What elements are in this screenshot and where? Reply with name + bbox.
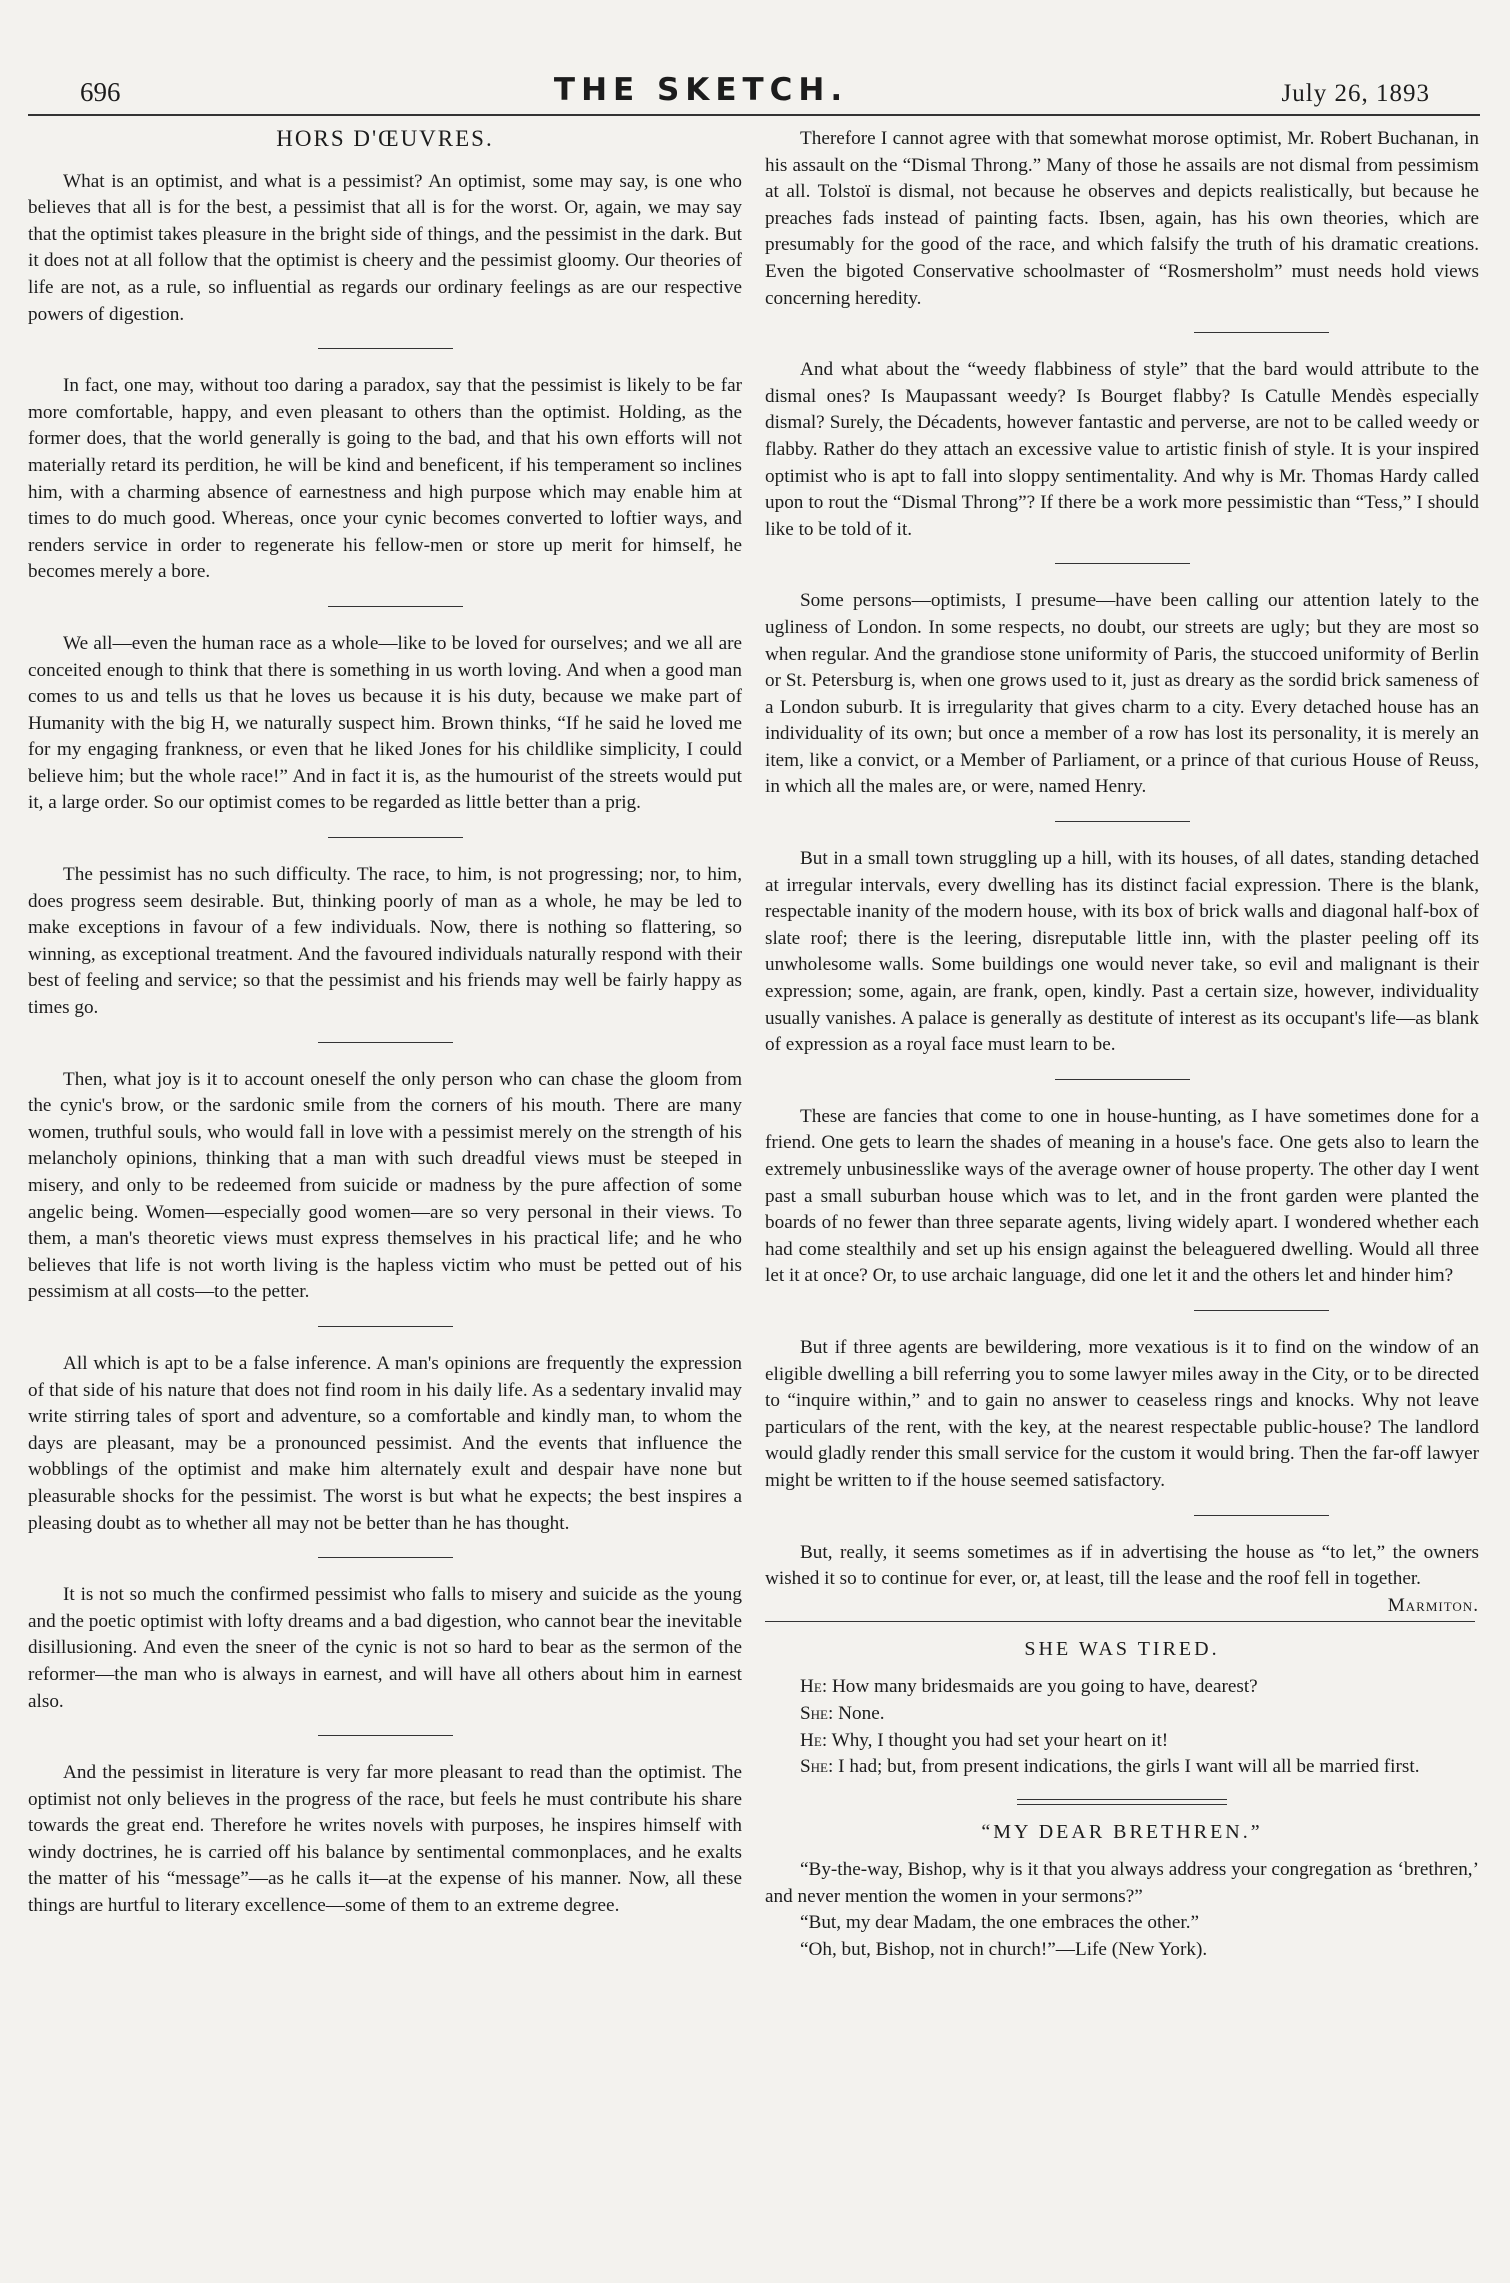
she-was-tired-heading: SHE WAS TIRED. xyxy=(1024,1637,1220,1660)
paragraph: The pessimist has no such difficulty. The race, to him, is not progressing; nor, to him, does progress seem desirable. But, thinking poorly of man as a whole, he may be led to make exceptions in favour of a few individuals. Now, there is nothing so flattering, so winning, as exceptional treatment. And the favoured individuals naturally respond with their best of feeling and service; so that the pessimist and his friends may well be fairly happy as times go. xyxy=(28,864,742,1019)
paragraph xyxy=(765,1540,1479,1616)
separator xyxy=(1194,1515,1329,1516)
my-dear-brethren-heading: “MY DEAR BRETHREN.” xyxy=(981,1820,1263,1843)
paragraph: Some persons—optimists, I presume—have been calling our attention lately to the ugliness of London. In some respects, no doubt, our streets are ugly; but they are most so when regular. And the grandiose stone uniformity of Paris, the stuccoed uniformity of Berlin or St. Petersburg is, when one grows used to it, just as dreary as the sordid brick sameness of a London suburb. It is irregularity that gives charm to a city. Every detached house has an individuality of its own; but once a member of a row has lost its personality, it is merely an item, like a convict, or a Member of Parliament, or a prince of that curious House of Reuss, in which all the males are, or were, named Henry. xyxy=(765,590,1479,798)
paragraph: But in a small town struggling up a hill, with its houses, of all dates, standing detached at irregular intervals, every dwelling has its distinct facial expression. There is the blank, respectable inanity of the modern house, with its box of brick walls and diagonal half-box of slate roof; there is the leering, disreputable little inn, with the plaster peeling off its unwholesome walls. Some buildings one would never take, so evil and malignant is their expression; some, again, are frank, open, kindly. Past a certain size, however, individuality usually vanishes. A palace is generally as destitute of interest as its occupant's life—as blank of expression as a royal face must learn to be. xyxy=(765,848,1479,1056)
dialogue-line: He: Why, I thought you had set your heart on it! xyxy=(800,1729,1169,1751)
separator xyxy=(1055,563,1190,564)
double-rule xyxy=(1017,1799,1227,1805)
paragraph: And the pessimist in literature is very far more pleasant to read than the optimist. The optimist not only believes in the progress of the race, but feels he must contribute his share towards the great end. Therefore he writes novels with purposes, he inspires himself with windy doctrines, he is carried off his balance by sentimental commonplaces, and he exalts the matter of his “message”—as he calls it—at the expense of his manner. Now, all these things are hurtful to literary excellence—some of them to an extreme degree. xyxy=(28,1762,742,1917)
separator xyxy=(1194,332,1329,333)
separator xyxy=(318,1042,453,1043)
paragraph: What is an optimist, and what is a pessimist? An optimist, some may say, is one who believes that all is for the best, a pessimist that all is for the worst. Or, again, we may say that the optimist takes pleasure in the bright side of things, and the pessimist in the dark. But it does not at all follow that the optimist is cheery and the pessimist gloomy. Our theories of life are not, as a rule, so influential as regards our ordinary feelings as are our respective powers of digestion. xyxy=(28,170,742,325)
paragraph: All which is apt to be a false inference. A man's opinions are frequently the expression of that side of his nature that does not find room in his daily life. As a sedentary invalid may write stirring tales of sport and adventure, so a comfortable and kindly man, to whom the days are pleasant, may be a pronounced pessimist. And the events that influence the wobblings of the optimist and make him alternately exult and despair have none but pleasurable shocks for the pessimist. The worst is but what he expects; the best inspires a pleasing doubt as to whether all may not be better than he has thought. xyxy=(28,1352,742,1534)
dialogue-line: She: I had; but, from present indications, the girls I want will all be married first. xyxy=(800,1756,1420,1778)
speaker: She xyxy=(800,1702,829,1724)
separator xyxy=(318,348,453,349)
brethren-line: “Oh, but, Bishop, not in church!”—Life (New York). xyxy=(800,1939,1208,1961)
right-column xyxy=(765,126,1479,2256)
page-number: 696 xyxy=(80,77,121,107)
dialogue-text: I had; but, from present indications, the girls I want will all be married first. xyxy=(838,1756,1420,1778)
masthead-rule xyxy=(28,114,1480,116)
paragraph: Therefore I cannot agree with that somewhat morose optimist, Mr. Robert Buchanan, in his assault on the “Dismal Throng.” Many of those he assails are not dismal from pessimism at all. Tolstoï is dismal, not because he observes and depicts realistically, but because he preaches fads instead of painting facts. Ibsen, again, has his own theories, which are presumably for the good of the race, and which falsify the truth of his dramatic creations. Even the bigoted Conservative schoolmaster of “Rosmersholm” must needs hold views concerning heredity. xyxy=(765,128,1479,309)
brethren-line: “But, my dear Madam, the one embraces the other.” xyxy=(800,1912,1200,1934)
paper-title: THE SKETCH. xyxy=(553,72,849,108)
paragraph: Then, what joy is it to account oneself the only person who can chase the gloom from the cynic's brow, or the sardonic smile from the corners of his mouth. There are many women, truthful souls, who would fall in love with a pessimist merely on the strength of his melancholy opinions, thinking that a man with such dreadful views must be steeped in misery, and only to be redeemed from suicide or madness by the pure affection of some angelic being. Women—especially good women—are so very personal in their views. To them, a man's theoretic views must express themselves in his practical life; and he who believes that life is not worth living is the hapless victim who must be petted out of his pessimism at all costs—to the petter. xyxy=(28,1068,742,1303)
paragraph: It is not so much the confirmed pessimist who falls to misery and suicide as the young and the poetic optimist with lofty dreams and a bad digestion, who cannot bear the inevitable disillusioning. And even the sneer of the cynic is not so hard to bear as the sermon of the reformer—the man who is always in earnest, and will have all others about him in earnest also. xyxy=(28,1584,742,1712)
separator xyxy=(318,1735,453,1736)
dialogue-text: Why, I thought you had set your heart on it! xyxy=(831,1729,1169,1751)
section-rule xyxy=(765,1621,1475,1622)
dialogue-text: None. xyxy=(838,1702,885,1724)
separator xyxy=(318,1557,453,1558)
masthead xyxy=(80,58,1430,108)
separator xyxy=(328,837,463,838)
separator xyxy=(1055,821,1190,822)
closing-paragraph-text: But, really, it seems sometimes as if in advertising the house as “to let,” the owners wished it so to continue for ever, or, at least, till the lease and the roof fell in together. xyxy=(765,1541,1479,1590)
she-was-tired-dialogue xyxy=(765,1674,1479,1780)
paragraph: These are fancies that come to one in house-hunting, as I have sometimes done for a friend. One gets to learn the shades of meaning in a house's face. One gets also to learn the extremely unbusinesslike ways of the average owner of house property. The other day I went past a small suburban house which was to let, and in the front garden were planted the boards of no fewer than three separate agents, living widely apart. I wondered whether each had come stealthily and set up his ensign against the beleaguered dwelling. Would all three let it at once? Or, to use archaic language, did one let it and the others let and hinder him? xyxy=(765,1105,1479,1287)
separator xyxy=(1194,1310,1329,1311)
speaker: He xyxy=(800,1729,822,1751)
speaker: He xyxy=(800,1676,822,1698)
issue-date: July 26, 1893 xyxy=(1281,80,1430,107)
separator xyxy=(318,1326,453,1327)
dialogue-line: She: None. xyxy=(800,1702,885,1724)
article-heading: HORS D'ŒUVRES. xyxy=(276,126,494,151)
paragraph: In fact, one may, without too daring a paradox, say that the pessimist is likely to be far more comfortable, happy, and even pleasant to others than the optimist. Holding, as the former does, that the world generally is going to the bad, and that his own efforts will not materially retard its perdition, he will be kind and beneficent, if his temperament so inclines him, with a charming absence of earnestness and high purpose which may enable him at times to do much good. Whereas, once your cynic becomes converted to loftier ways, and renders service in order to regenerate his fellow-men or store up merit for himself, he becomes merely a bore. xyxy=(28,375,742,583)
speaker: She xyxy=(800,1756,829,1778)
paragraph: But if three agents are bewildering, more vexatious is it to find on the window of an eligible dwelling a bill referring you to some lawyer miles away in the City, or to be directed to “inquire within,” and to gain no answer to ceaseless rings and knocks. Why not leave particulars of the rent, with the key, at the nearest respectable public-house? The landlord would gladly render this small service for the custom it would bring. Then the far-off lawyer might be written to if the house seemed satisfactory. xyxy=(765,1336,1479,1491)
separator xyxy=(1055,1079,1190,1080)
paragraph: And what about the “weedy flabbiness of style” that the bard would attribute to the dismal ones? Is Maupassant weedy? Is Bourget flabby? Is Catulle Mendès especially dismal? Surely, the Décadents, however fantastic and perverse, are not to be called weedy or flabby. Rather do they attach an excessive value to artistic finish of style. It is your inspired optimist who is apt to fall into sloppy sentimentality. And why is Mr. Thomas Hardy called upon to rout the “Dismal Throng”? If there be a work more pessimistic than “Tess,” I should like to be told of it. xyxy=(765,359,1479,540)
separator xyxy=(328,606,463,607)
brethren-line: “By-the-way, Bishop, why is it that you always address your congregation as ‘brethren,’ and never mention the women in your sermons?” xyxy=(765,1859,1479,1907)
dialogue-text: How many bridesmaids are you going to have, dearest? xyxy=(831,1676,1258,1698)
author-signature: Marmiton. xyxy=(1387,1594,1479,1616)
left-column xyxy=(28,126,742,2256)
paragraph: We all—even the human race as a whole—like to be loved for ourselves; and we all are conceited enough to think that there is something in us worth loving. And when a good man comes to us and tells us that he loves us because it is his duty, because we make part of Humanity with the big H, we naturally suspect him. Brown thinks, “If he said he loved me for my engaging frankness, or even that he liked Jones for his childlike simplicity, I could believe him; but the whole race!” And in fact it is, as the humourist of the streets would put it, a large order. So our optimist comes to be regarded as little better than a prig. xyxy=(28,632,742,814)
dialogue-line: He: How many bridesmaids are you going to have, dearest? xyxy=(800,1676,1258,1698)
